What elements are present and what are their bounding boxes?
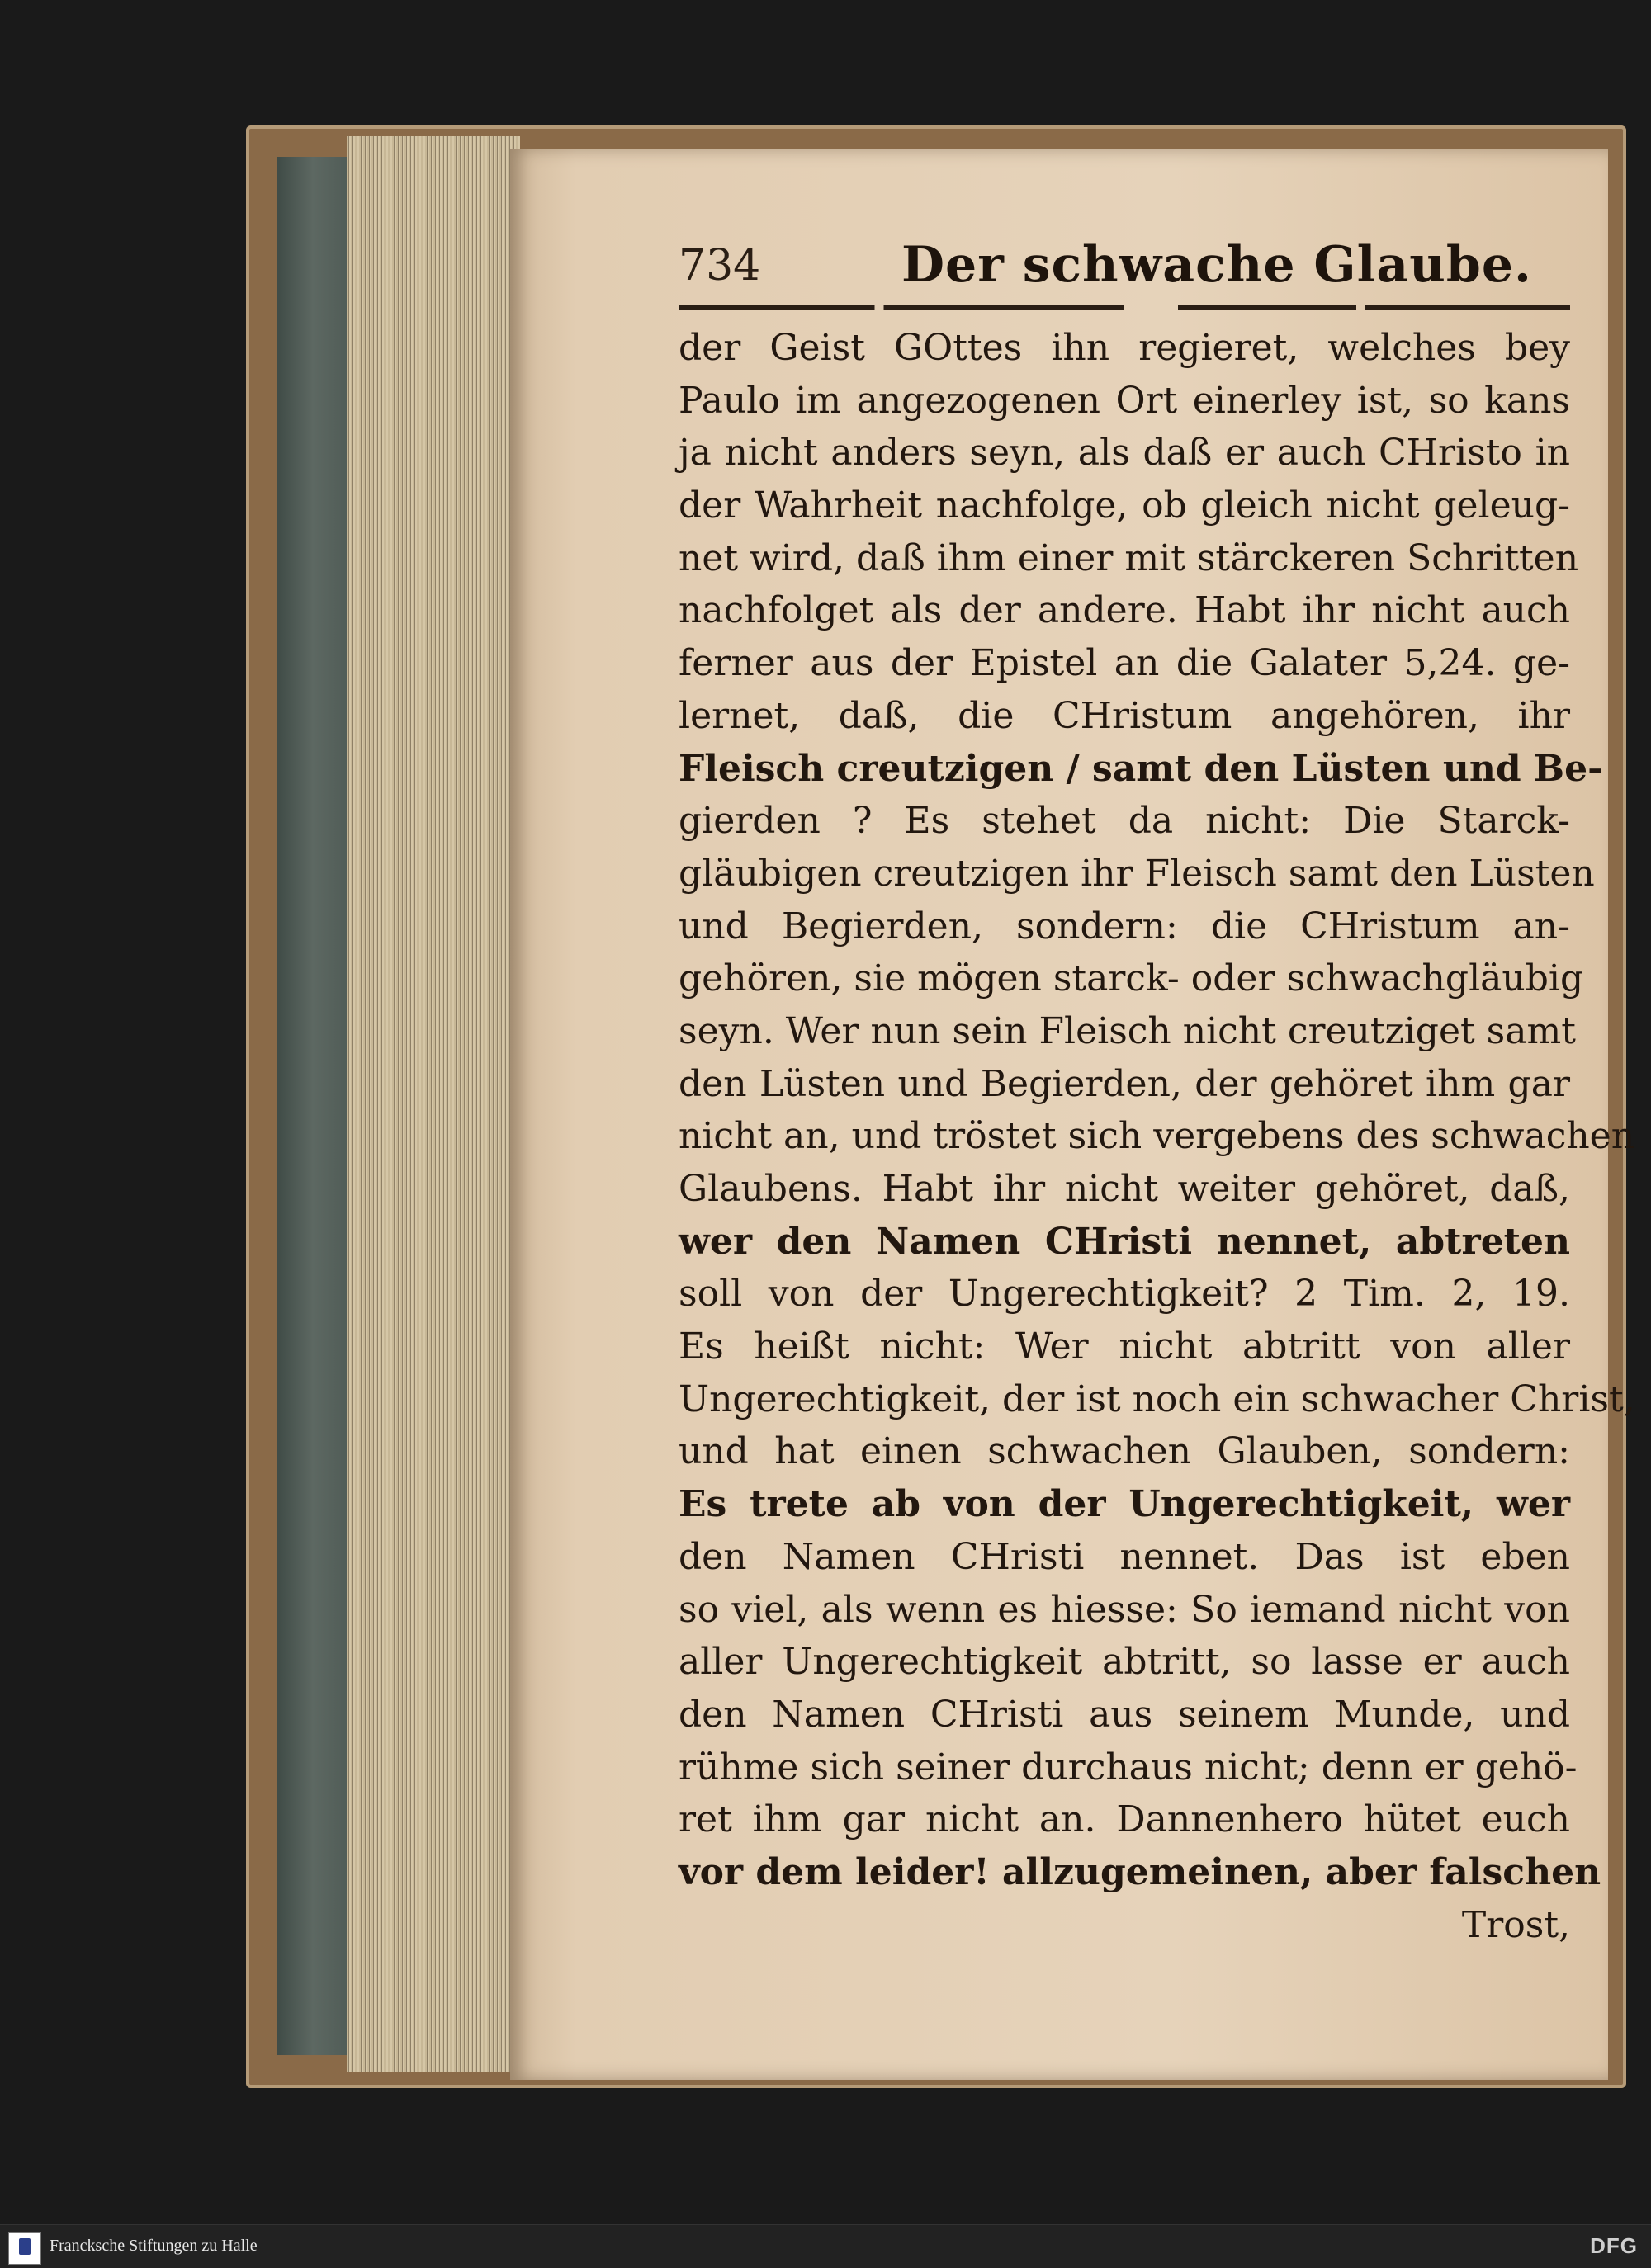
text-line: aller Ungerechtigkeit abtritt, so lasse er auch bbox=[679, 1641, 1570, 1684]
text-line: gehören, sie mögen starck- oder schwachgläubig bbox=[679, 957, 1584, 1000]
dfg-badge: DFG bbox=[1590, 2233, 1638, 2258]
viewer-footer bbox=[0, 2224, 1651, 2268]
institution-logo-icon bbox=[8, 2232, 41, 2265]
text-line: ja nicht anders seyn, als daß er auch CHristo in bbox=[679, 432, 1570, 475]
text-line: rühme sich seiner durchaus nicht; denn er gehö- bbox=[679, 1746, 1578, 1788]
page-header bbox=[679, 236, 1570, 299]
text-line: und hat einen schwachen Glauben, sondern: bbox=[679, 1430, 1570, 1473]
text-line: Fleisch creutzigen / samt den Lüsten und Be- bbox=[679, 747, 1603, 790]
text-line: ferner aus der Epistel an die Galater 5,24. ge- bbox=[679, 642, 1570, 685]
running-title: Der schwache Glaube. bbox=[901, 236, 1532, 294]
text-line: den Namen CHristi nennet. Das ist eben bbox=[679, 1535, 1570, 1578]
text-line: Es heißt nicht: Wer nicht abtritt von aller bbox=[679, 1325, 1570, 1368]
text-line: soll von der Ungerechtigkeit? 2 Tim. 2, 19. bbox=[679, 1273, 1570, 1316]
text-line: nicht an, und tröstet sich vergebens des schwachen bbox=[679, 1115, 1635, 1158]
text-line: vor dem leider! allzugemeinen, aber falschen bbox=[679, 1850, 1601, 1893]
text-line: Es trete ab von der Ungerechtigkeit, wer bbox=[679, 1483, 1570, 1526]
text-line: so viel, als wenn es hiesse: So iemand nicht von bbox=[679, 1588, 1570, 1631]
text-line: seyn. Wer nun sein Fleisch nicht creutziget samt bbox=[679, 1009, 1576, 1052]
text-line: der Geist GOttes ihn regieret, welches bey bbox=[679, 327, 1570, 369]
text-line: der Wahrheit nachfolge, ob gleich nicht geleug- bbox=[679, 484, 1570, 527]
header-rule bbox=[679, 305, 1570, 310]
text-line: wer den Namen CHristi nennet, abtreten bbox=[679, 1220, 1570, 1263]
text-line: nachfolget als der andere. Habt ihr nicht auch bbox=[679, 589, 1570, 632]
text-line: gierden ? Es stehet da nicht: Die Starck- bbox=[679, 800, 1570, 843]
text-line: Paulo im angezogenen Ort einerley ist, so kans bbox=[679, 379, 1570, 422]
text-line: gläubigen creutzigen ihr Fleisch samt den Lüsten bbox=[679, 852, 1595, 895]
text-line: Glaubens. Habt ihr nicht weiter gehöret, daß, bbox=[679, 1168, 1570, 1210]
text-line: ret ihm gar nicht an. Dannenhero hütet euch bbox=[679, 1798, 1570, 1841]
text-line: und Begierden, sondern: die CHristum an- bbox=[679, 905, 1570, 947]
logo-mark bbox=[19, 2238, 31, 2255]
body-text bbox=[679, 322, 1635, 1951]
catchword: Trost, bbox=[1461, 1903, 1570, 1946]
text-line: net wird, daß ihm einer mit stärckeren Schritten bbox=[679, 536, 1579, 579]
page-stack bbox=[347, 136, 520, 2072]
page-number: 734 bbox=[679, 241, 761, 291]
institution-name: Francksche Stiftungen zu Halle bbox=[50, 2237, 258, 2255]
text-line: Ungerechtigkeit, der ist noch ein schwacher Christ, bbox=[679, 1377, 1635, 1420]
text-line: lernet, daß, die CHristum angehören, ihr bbox=[679, 694, 1570, 737]
text-line: den Lüsten und Begierden, der gehöret ihm gar bbox=[679, 1062, 1570, 1105]
text-line: den Namen CHristi aus seinem Munde, und bbox=[679, 1693, 1570, 1736]
